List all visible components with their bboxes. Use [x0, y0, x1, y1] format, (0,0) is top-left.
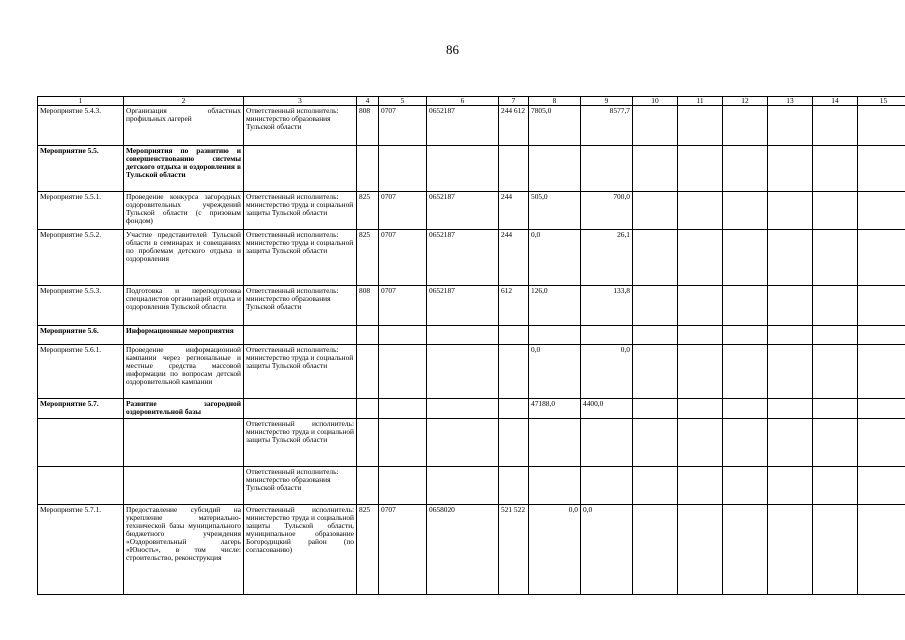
amount-col8: 7805,0	[529, 106, 581, 146]
code-expense: 612	[499, 286, 529, 326]
amount-col9	[581, 146, 633, 192]
code-expense	[499, 146, 529, 192]
code-expense	[499, 419, 529, 467]
measure-title	[124, 419, 244, 467]
code-expense: 244 612	[499, 106, 529, 146]
amount-col9: 0,0	[581, 345, 633, 399]
executor: Ответственный исполнитель: министерство образования Тульской области	[244, 106, 357, 146]
amount-col8: 47188,0	[529, 399, 581, 419]
table-row	[38, 399, 905, 419]
table-row	[38, 192, 905, 230]
measure-title: Участие представителей Тульской области в семинарах и совещаниях по проблемам детского отдыха и оздоровления	[124, 230, 244, 286]
code-ministry	[357, 419, 379, 467]
table-row	[38, 106, 905, 146]
column-number: 15	[858, 97, 905, 106]
executor: Ответственный исполнитель: министерство труда и социальной защиты Тульской области	[244, 230, 357, 286]
column-number: 13	[768, 97, 813, 106]
amount-col8	[529, 467, 581, 505]
code-expense	[499, 326, 529, 345]
amount-col8	[529, 419, 581, 467]
measure-title: Подготовка и переподготовка специалистов организаций отдыха и оздоровления Тульской области	[124, 286, 244, 326]
executor: Ответственный исполнитель: министерство труда и социальной защиты Тульской области	[244, 345, 357, 399]
column-number: 7	[499, 97, 529, 106]
executor	[244, 399, 357, 419]
amount-col8	[529, 146, 581, 192]
code-target	[427, 419, 499, 467]
amount-col8: 0,0	[529, 345, 581, 399]
code-target	[427, 467, 499, 505]
column-number: 1	[38, 97, 124, 106]
amount-col8: 505,0	[529, 192, 581, 230]
amount-col9	[581, 467, 633, 505]
code-target: 0652187	[427, 286, 499, 326]
column-number: 10	[633, 97, 678, 106]
executor: Ответственный исполнитель: министерство труда и социальной защиты Тульской области	[244, 419, 357, 467]
column-number: 12	[723, 97, 768, 106]
code-expense	[499, 399, 529, 419]
column-number-row	[38, 97, 905, 106]
code-expense: 521 522	[499, 505, 529, 595]
code-section: 0707	[379, 286, 427, 326]
measure-title	[124, 467, 244, 505]
measure-code: Мероприятие 5.7.	[38, 399, 124, 419]
measure-title: Мероприятия по развитию и совершенствованию системы детского отдыха и оздоровления в Тульской области	[124, 146, 244, 192]
column-number: 14	[813, 97, 858, 106]
measure-code	[38, 419, 124, 467]
column-number: 2	[124, 97, 244, 106]
column-number: 3	[244, 97, 357, 106]
code-section	[379, 326, 427, 345]
code-ministry	[357, 467, 379, 505]
amount-col9	[581, 419, 633, 467]
table-row	[38, 326, 905, 345]
code-section: 0707	[379, 505, 427, 595]
code-expense: 244	[499, 230, 529, 286]
amount-col8: 0,0	[529, 505, 581, 595]
amount-col9: 8577,7	[581, 106, 633, 146]
code-target	[427, 326, 499, 345]
table-row	[38, 146, 905, 192]
code-ministry	[357, 345, 379, 399]
table-row	[38, 230, 905, 286]
amount-col8	[529, 326, 581, 345]
code-ministry: 825	[357, 505, 379, 595]
code-ministry: 808	[357, 286, 379, 326]
measure-code: Мероприятие 5.5.3.	[38, 286, 124, 326]
measure-code: Мероприятие 5.4.3.	[38, 106, 124, 146]
code-ministry: 825	[357, 230, 379, 286]
measure-code: Мероприятие 5.5.	[38, 146, 124, 192]
code-expense: 244	[499, 192, 529, 230]
code-target	[427, 399, 499, 419]
executor: Ответственный исполнитель: министерство образования Тульской области	[244, 286, 357, 326]
amount-col9	[581, 326, 633, 345]
executor: Ответственный исполнитель: министерство образования Тульской области	[244, 467, 357, 505]
code-target: 0652187	[427, 106, 499, 146]
measure-title: Проведение конкурса загородных оздоровительных учреждений Тульской области (с призовым фондом)	[124, 192, 244, 230]
code-section	[379, 467, 427, 505]
program-measures-table	[37, 96, 905, 595]
measure-title: Проведение информационной кампании через региональные и местные средства массовой информации по вопросам детской оздоровительной кампании	[124, 345, 244, 399]
code-section: 0707	[379, 230, 427, 286]
code-section	[379, 419, 427, 467]
code-ministry	[357, 326, 379, 345]
code-target	[427, 345, 499, 399]
amount-col9: 133,8	[581, 286, 633, 326]
measure-code: Мероприятие 5.5.1.	[38, 192, 124, 230]
measure-code: Мероприятие 5.5.2.	[38, 230, 124, 286]
column-number: 4	[357, 97, 379, 106]
code-target: 0658020	[427, 505, 499, 595]
amount-col9: 0,0	[581, 505, 633, 595]
code-section	[379, 345, 427, 399]
column-number: 11	[678, 97, 723, 106]
table-row	[38, 419, 905, 467]
column-number: 8	[529, 97, 581, 106]
code-ministry	[357, 399, 379, 419]
page-number: 86	[446, 42, 459, 57]
code-ministry: 808	[357, 106, 379, 146]
code-section	[379, 146, 427, 192]
measure-title: Организация областных профильных лагерей	[124, 106, 244, 146]
measure-code: Мероприятие 5.6.	[38, 326, 124, 345]
code-expense	[499, 345, 529, 399]
code-target: 0652187	[427, 230, 499, 286]
amount-col8: 126,0	[529, 286, 581, 326]
executor: Ответственный исполнитель: министерство труда и социальной защиты Тульской области	[244, 192, 357, 230]
column-number: 9	[581, 97, 633, 106]
amount-col9: 4400,0	[581, 399, 633, 419]
code-target: 0652187	[427, 192, 499, 230]
table-row	[38, 286, 905, 326]
code-section	[379, 399, 427, 419]
table-row	[38, 345, 905, 399]
measure-title: Информационные мероприятия	[124, 326, 244, 345]
executor	[244, 146, 357, 192]
amount-col9: 26,1	[581, 230, 633, 286]
amount-col9: 700,0	[581, 192, 633, 230]
measure-code: Мероприятие 5.7.1.	[38, 505, 124, 595]
amount-col8: 0,0	[529, 230, 581, 286]
code-expense	[499, 467, 529, 505]
code-ministry	[357, 146, 379, 192]
column-number: 6	[427, 97, 499, 106]
measure-code: Мероприятие 5.6.1.	[38, 345, 124, 399]
code-section: 0707	[379, 192, 427, 230]
code-target	[427, 146, 499, 192]
executor	[244, 326, 357, 345]
code-section: 0707	[379, 106, 427, 146]
table-row	[38, 467, 905, 505]
column-number: 5	[379, 97, 427, 106]
measure-title: Предоставление субсидий на укрепление материально-технической базы муниципального бюджетного учреждения «Оздоровительный лагерь «Юность», в том числе: строительство, реконструкция	[124, 505, 244, 595]
executor: Ответственный исполнитель: министерство труда и социальной защиты Тульской области, муниципальное образование Богородицкий район (по согласованию)	[244, 505, 357, 595]
measure-code	[38, 467, 124, 505]
code-ministry: 825	[357, 192, 379, 230]
measure-title: Развитие загородной оздоровительной базы	[124, 399, 244, 419]
table-row	[38, 505, 905, 595]
